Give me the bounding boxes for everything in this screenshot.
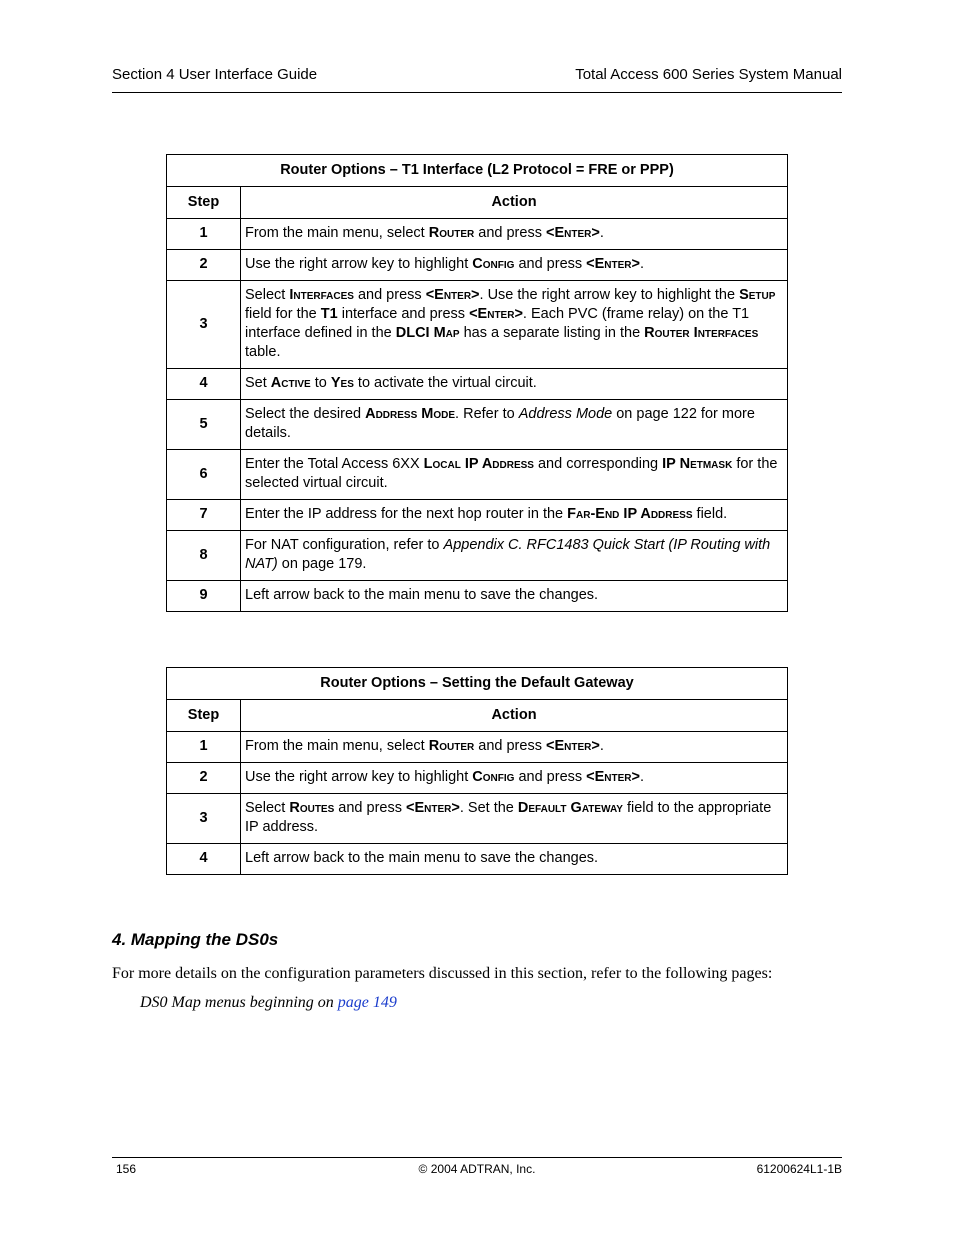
page-number: 156 xyxy=(116,1162,137,1176)
step-number: 1 xyxy=(167,219,241,250)
table-row xyxy=(167,219,788,250)
step-action: Select the desired Address Mode. Refer to Address Mode on page 122 for more details. xyxy=(241,400,788,450)
field-default-gateway: Default Gateway xyxy=(517,800,623,816)
step-number: 3 xyxy=(167,794,241,844)
menu-config: Config xyxy=(472,769,515,785)
reference-text: DS0 Map menus beginning on xyxy=(140,994,338,1011)
menu-router: Router xyxy=(428,225,475,241)
table-row xyxy=(167,400,788,450)
page-header xyxy=(112,64,842,93)
copyright: © 2004 ADTRAN, Inc. xyxy=(418,1162,536,1176)
step-number: 8 xyxy=(167,531,241,581)
step-action: Use the right arrow key to highlight Config and press <Enter>. xyxy=(241,763,788,794)
step-action: Use the right arrow key to highlight Config and press <Enter>. xyxy=(241,250,788,281)
table-row xyxy=(167,500,788,531)
appendix-reference: Appendix C. RFC1483 Quick Start (IP Routing with NAT) xyxy=(245,537,771,572)
section-body-text: For more details on the configuration parameters discussed in this section, refer to the following pages: xyxy=(112,965,773,982)
key-enter: <Enter> xyxy=(545,225,600,241)
table-row xyxy=(167,531,788,581)
step-action: From the main menu, select Router and press <Enter>. xyxy=(241,732,788,763)
step-action: Left arrow back to the main menu to save the changes. xyxy=(241,581,788,612)
field-far-end-ip-address: Far-End IP Address xyxy=(567,506,693,522)
key-enter: <Enter> xyxy=(586,256,641,272)
column-header-step: Step xyxy=(167,187,241,219)
column-header-step: Step xyxy=(167,700,241,732)
step-number: 1 xyxy=(167,732,241,763)
field-active: Active xyxy=(270,375,311,391)
menu-interfaces: Interfaces xyxy=(289,287,354,303)
step-action: Select Interfaces and press <Enter>. Use the right arrow key to highlight the Setup field for the T1 interface and press <Enter>. Each PVC (frame relay) on the T1 interface defined in the DLCI Map has a separate listing in the Router Interfaces table. xyxy=(241,281,788,369)
section-heading: 4. Mapping the DS0s xyxy=(112,930,279,949)
step-action: Enter the Total Access 6XX Local IP Address and corresponding IP Netmask for the selected virtual circuit. xyxy=(241,450,788,500)
column-header-action: Action xyxy=(241,187,788,219)
field-address-mode: Address Mode xyxy=(365,406,456,422)
table-t1-interface xyxy=(166,154,788,612)
step-action: Enter the IP address for the next hop router in the Far-End IP Address field. xyxy=(241,500,788,531)
table-row xyxy=(167,794,788,844)
key-enter: <Enter> xyxy=(469,306,523,322)
table-title: Router Options – Setting the Default Gateway xyxy=(167,668,788,700)
table-row xyxy=(167,732,788,763)
table-title: Router Options – T1 Interface (L2 Protocol = FRE or PPP) xyxy=(167,155,788,187)
step-number: 4 xyxy=(167,369,241,400)
step-number: 2 xyxy=(167,250,241,281)
key-enter: <Enter> xyxy=(406,800,460,816)
table-row xyxy=(167,369,788,400)
step-action: From the main menu, select Router and press <Enter>. xyxy=(241,219,788,250)
menu-router-interfaces: Router Interfaces xyxy=(644,325,759,341)
table-row xyxy=(167,281,788,369)
table-row xyxy=(167,581,788,612)
menu-router: Router xyxy=(428,738,475,754)
reference-line xyxy=(140,994,397,1012)
step-number: 9 xyxy=(167,581,241,612)
step-number: 7 xyxy=(167,500,241,531)
key-enter: <Enter> xyxy=(545,738,600,754)
menu-routes: Routes xyxy=(289,800,335,816)
column-header-action: Action xyxy=(241,700,788,732)
table-row xyxy=(167,250,788,281)
menu-dlci-map: DLCI Map xyxy=(395,325,460,341)
key-enter: <Enter> xyxy=(425,287,480,303)
field-ip-netmask: IP Netmask xyxy=(662,456,733,472)
step-number: 6 xyxy=(167,450,241,500)
table-default-gateway xyxy=(166,667,788,875)
step-action: Left arrow back to the main menu to save the changes. xyxy=(241,844,788,875)
header-manual-title: Total Access 600 Series System Manual xyxy=(575,66,842,83)
table-row xyxy=(167,450,788,500)
step-action: Select Routes and press <Enter>. Set the Default Gateway field to the appropriate IP address. xyxy=(241,794,788,844)
page-footer xyxy=(112,1157,842,1180)
step-number: 2 xyxy=(167,763,241,794)
field-setup: Setup xyxy=(739,287,776,303)
step-action: Set Active to Yes to activate the virtual circuit. xyxy=(241,369,788,400)
header-section-title: Section 4 User Interface Guide xyxy=(112,66,318,83)
page-149-link[interactable]: page 149 xyxy=(337,994,397,1011)
menu-config: Config xyxy=(472,256,515,272)
table-row xyxy=(167,844,788,875)
document-number: 61200624L1-1B xyxy=(756,1162,842,1176)
step-number: 3 xyxy=(167,281,241,369)
step-number: 5 xyxy=(167,400,241,450)
step-action: For NAT configuration, refer to Appendix C. RFC1483 Quick Start (IP Routing with NAT) on page 179. xyxy=(241,531,788,581)
table-row xyxy=(167,763,788,794)
field-local-ip-address: Local IP Address xyxy=(423,456,534,472)
key-enter: <Enter> xyxy=(586,769,641,785)
value-yes: Yes xyxy=(330,375,354,391)
step-number: 4 xyxy=(167,844,241,875)
